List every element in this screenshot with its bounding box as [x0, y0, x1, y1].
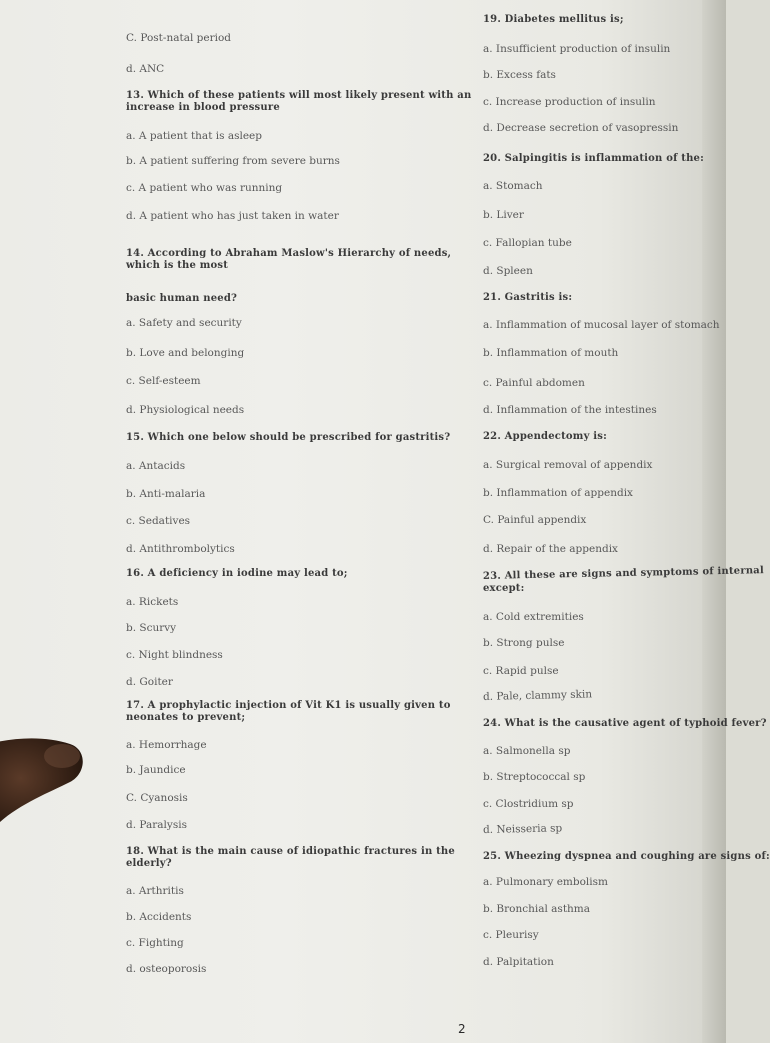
left-question-line: 17. A prophylactic injection of Vit K1 is usually given to: [126, 700, 451, 711]
left-option-line: d. Antithrombolytics: [126, 543, 235, 555]
left-option-line: c. Fighting: [126, 937, 184, 949]
left-question-line: 13. Which of these patients will most likely present with an: [126, 90, 472, 101]
left-option-line: b. Accidents: [126, 911, 192, 923]
left-option-line: b. Scurvy: [126, 622, 177, 634]
right-option-line: a. Pulmonary embolism: [483, 876, 608, 888]
right-option-line: c. Fallopian tube: [483, 237, 572, 249]
left-option-line: C. Post-natal period: [126, 32, 232, 44]
right-option-line: d. Repair of the appendix: [483, 543, 618, 555]
left-option-line: a. Safety and security: [126, 317, 242, 329]
right-option-line: d. Palpitation: [483, 956, 554, 968]
left-option-line: c. Sedatives: [126, 515, 191, 527]
right-question-line: 24. What is the causative agent of typhoid fever?: [483, 718, 767, 729]
right-option-line: c. Rapid pulse: [483, 665, 559, 677]
right-option-line: c. Increase production of insulin: [483, 96, 656, 108]
left-option-line: d. A patient who has just taken in water: [126, 210, 339, 222]
right-option-line: b. Inflammation of mouth: [483, 347, 619, 359]
right-question-line: 21. Gastritis is:: [483, 292, 573, 303]
left-option-line: c. A patient who was running: [126, 182, 283, 194]
right-option-line: b. Bronchial asthma: [483, 903, 591, 915]
left-option-line: b. Jaundice: [126, 764, 186, 776]
right-option-line: b. Inflammation of appendix: [483, 487, 633, 499]
left-option-line: b. Love and belonging: [126, 347, 245, 359]
right-question-line: except:: [483, 583, 525, 594]
left-option-line: d. osteoporosis: [126, 963, 207, 975]
left-question-line: 14. According to Abraham Maslow's Hierarchy of needs,: [126, 248, 452, 259]
left-option-line: C. Cyanosis: [126, 792, 188, 804]
left-option-line: a. Hemorrhage: [126, 739, 207, 751]
left-option-line: d. Physiological needs: [126, 404, 245, 416]
right-option-line: a. Surgical removal of appendix: [483, 459, 653, 471]
right-option-line: a. Salmonella sp: [483, 745, 571, 757]
right-question-line: 19. Diabetes mellitus is;: [483, 14, 624, 25]
right-question-line: 25. Wheezing dyspnea and coughing are signs of:: [483, 851, 770, 862]
left-question-line: neonates to prevent;: [126, 712, 246, 723]
left-option-line: d. ANC: [126, 63, 165, 75]
right-question-line: 22. Appendectomy is:: [483, 431, 607, 442]
right-option-line: b. Liver: [483, 209, 524, 221]
right-option-line: b. Streptococcal sp: [483, 771, 586, 783]
right-option-line: c. Clostridium sp: [483, 798, 574, 810]
right-option-line: a. Insufficient production of insulin: [483, 43, 671, 55]
left-option-line: d. Paralysis: [126, 819, 187, 831]
left-option-line: c. Self-esteem: [126, 375, 201, 387]
left-question-line: basic human need?: [126, 293, 238, 304]
page-number: 2: [458, 1022, 466, 1036]
left-question-line: elderly?: [126, 858, 172, 869]
left-option-line: b. A patient suffering from severe burns: [126, 155, 340, 167]
left-option-line: a. Antacids: [126, 460, 186, 472]
left-option-line: a. Arthritis: [126, 885, 184, 897]
right-option-line: C. Painful appendix: [483, 514, 587, 526]
left-question-line: which is the most: [126, 260, 229, 271]
right-option-line: d. Decrease secretion of vasopressin: [483, 122, 679, 134]
right-option-line: c. Pleurisy: [483, 929, 539, 941]
right-option-line: a. Inflammation of mucosal layer of stomach: [483, 319, 720, 331]
right-option-line: a. Stomach: [483, 180, 543, 192]
right-option-line: d. Neisseria sp: [482, 822, 563, 836]
left-question-line: 16. A deficiency in iodine may lead to;: [126, 568, 348, 579]
left-option-line: c. Night blindness: [126, 649, 223, 661]
left-option-line: d. Goiter: [126, 676, 173, 688]
page-edge-shadow: [702, 0, 726, 1043]
right-question-line: 23. All these are signs and symptoms of internal: [482, 565, 765, 582]
right-option-line: d. Pale, clammy skin: [482, 688, 593, 703]
right-option-line: d. Inflammation of the intestines: [483, 404, 657, 416]
right-option-line: a. Cold extremities: [483, 611, 584, 623]
left-question-line: 18. What is the main cause of idiopathic fractures in the: [126, 846, 455, 857]
left-option-line: a. Rickets: [126, 596, 179, 608]
right-option-line: b. Excess fats: [483, 69, 556, 81]
right-question-line: 20. Salpingitis is inflammation of the:: [483, 153, 704, 164]
right-option-line: c. Painful abdomen: [483, 377, 585, 389]
right-option-line: d. Spleen: [483, 265, 533, 277]
right-option-line: b. Strong pulse: [483, 637, 565, 649]
left-question-line: 15. Which one below should be prescribed for gastritis?: [126, 432, 451, 443]
left-question-line: increase in blood pressure: [126, 102, 280, 113]
left-option-line: a. A patient that is asleep: [126, 130, 262, 142]
left-option-line: b. Anti-malaria: [126, 488, 206, 500]
